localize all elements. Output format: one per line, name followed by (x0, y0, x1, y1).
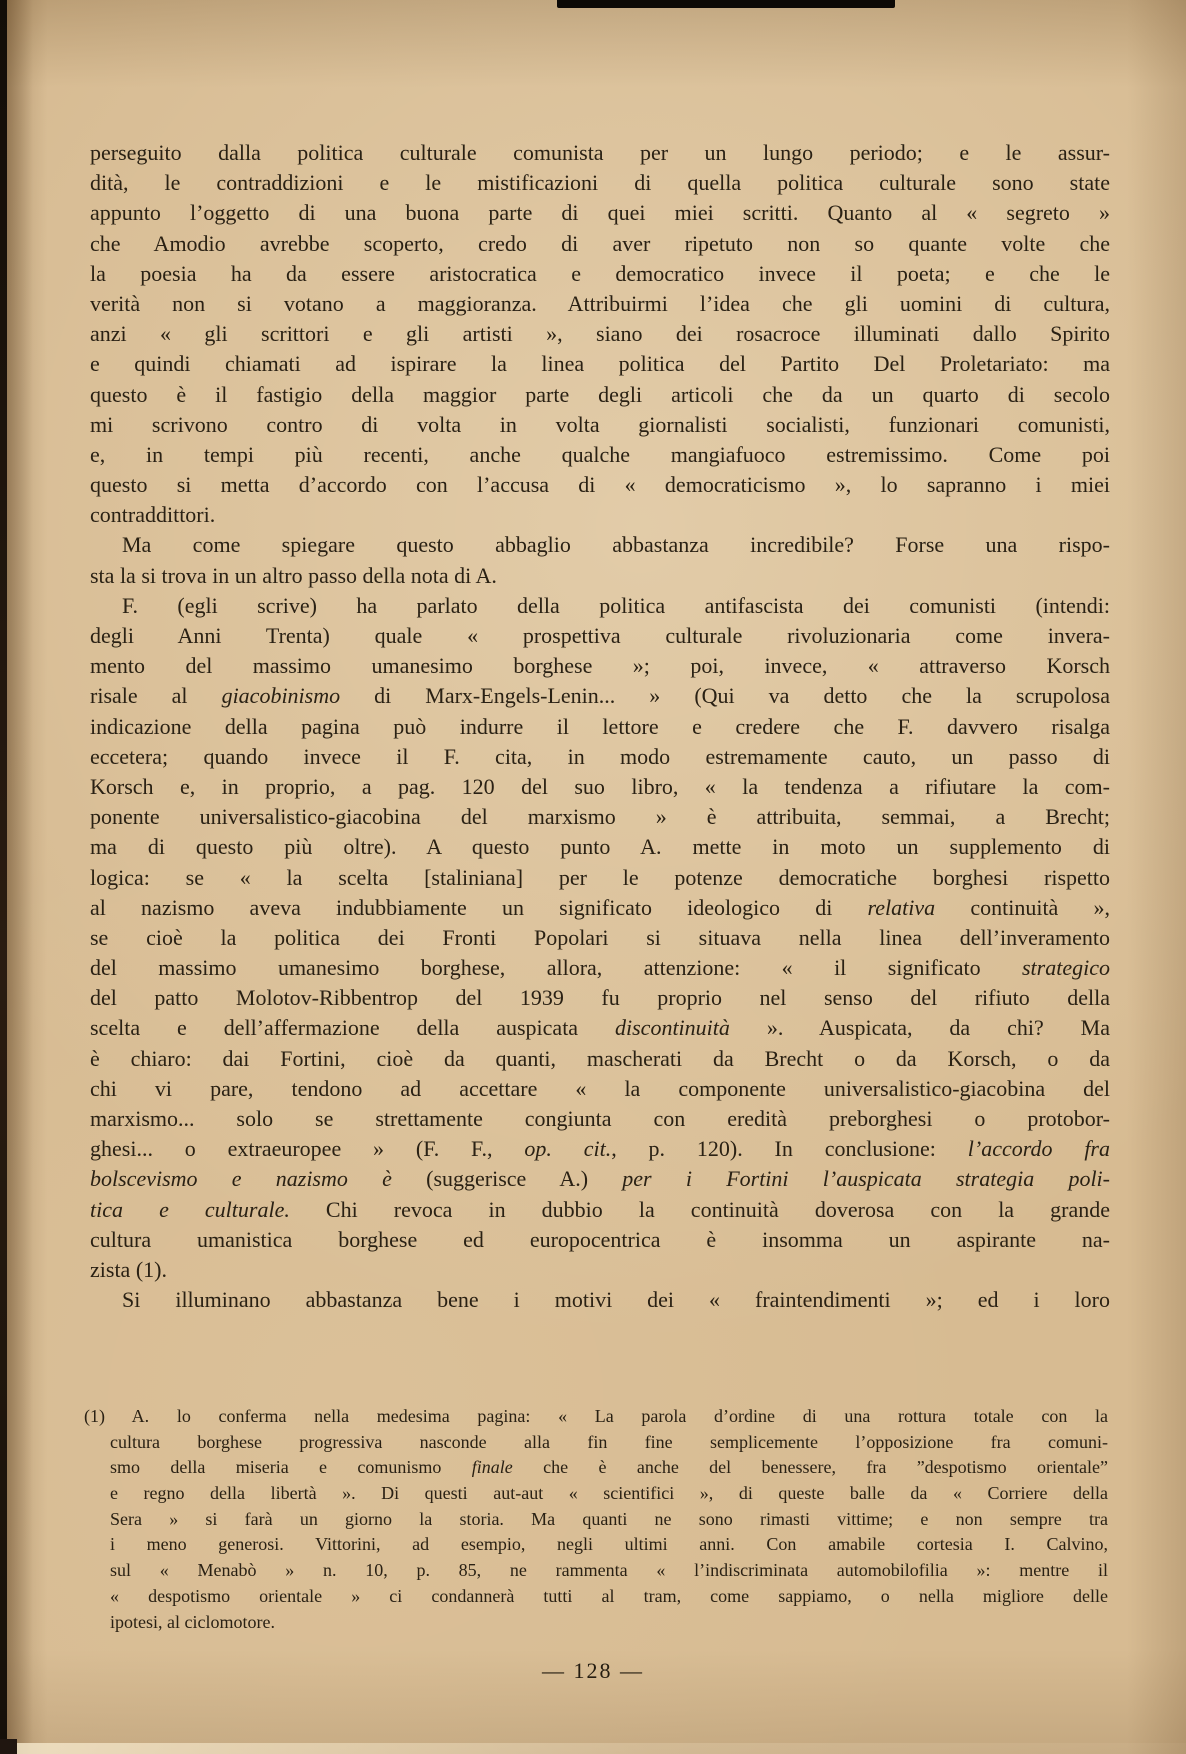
text-line (90, 681, 1110, 711)
text-run: mento del massimo umanesimo borghese »; poi, invece, « attraverso Korsch (90, 653, 1110, 679)
text-line (90, 229, 1110, 259)
text-run: ». Auspicata, da chi? Ma (729, 1015, 1110, 1041)
text-line (90, 349, 1110, 379)
text-line (90, 530, 1110, 560)
page-number: — 128 — (542, 1658, 644, 1683)
text-line (90, 289, 1110, 319)
text-line (90, 500, 1110, 530)
text-line (90, 983, 1110, 1013)
italic-run: giacobinismo (221, 683, 341, 709)
text-line (90, 1285, 1110, 1315)
text-line (90, 410, 1110, 440)
text-line (90, 923, 1110, 953)
text-line (90, 1013, 1110, 1043)
text-run: sta la si trova in un altro passo della nota di A. (90, 562, 497, 588)
text-run: e quindi chiamati ad ispirare la linea politica del Partito Del Proletariato: ma (90, 351, 1110, 377)
text-run: al nazismo aveva indubbiamente un significato ideologico di (90, 894, 868, 920)
italic-run: tica e culturale. (90, 1196, 290, 1222)
text-run: eccetera; quando invece il F. cita, in modo estremamente cauto, un passo di (90, 743, 1110, 769)
text-line (90, 319, 1110, 349)
text-line (90, 772, 1110, 802)
text-run: dità, le contraddizioni e le mistificazioni di quella politica culturale sono state (90, 170, 1110, 196)
paragraph (90, 530, 1110, 590)
text-line (110, 1532, 1108, 1558)
text-run: , p. 120). In conclusione: (611, 1136, 968, 1162)
text-run: degli Anni Trenta) quale « prospettiva culturale rivoluzionaria come invera- (90, 623, 1110, 648)
text-run: Ma come spiegare questo abbaglio abbastanza incredibile? Forse una rispo- (122, 532, 1110, 558)
text-run: « despotismo orientale » ci condannerà tutti al tram, come sappiamo, o nella migliore delle (110, 1585, 1108, 1606)
text-line (110, 1610, 1108, 1636)
text-line (90, 470, 1110, 500)
text-line (84, 1404, 1108, 1430)
text-line (90, 832, 1110, 862)
text-run: logica: se « la scelta [staliniana] per le potenze democratiche borghesi rispetto (90, 864, 1110, 890)
italic-run: finale (471, 1457, 513, 1478)
text-line (110, 1584, 1108, 1610)
text-line (90, 1255, 1110, 1285)
text-line (90, 742, 1110, 772)
italic-run: discontinuità (615, 1015, 730, 1041)
scan-top-bar (557, 0, 895, 8)
paragraph (90, 138, 1110, 530)
text-run: zista (1). (90, 1256, 167, 1282)
text-line (90, 440, 1110, 470)
italic-run: strategico (1022, 955, 1110, 981)
text-run: Chi revoca in dubbio la continuità doverosa con la grande (289, 1196, 1110, 1222)
text-run: smo della miseria e comunismo (110, 1457, 472, 1478)
text-run: scelta e dell’affermazione della auspicata (90, 1015, 615, 1041)
paragraph (90, 1285, 1110, 1315)
text-run: ipotesi, al ciclomotore. (110, 1611, 275, 1632)
text-run: di Marx-Engels-Lenin... » (Qui va detto che la scrupolosa (340, 683, 1110, 709)
footnote (84, 1404, 1108, 1635)
text-run: se cioè la politica dei Fronti Popolari si situava nella linea dell’inveramento (90, 924, 1110, 950)
text-run: e, in tempi più recenti, anche qualche mangiafuoco estremissimo. Come poi (90, 441, 1110, 467)
text-line (90, 168, 1110, 198)
text-line (110, 1558, 1108, 1584)
text-line (90, 1044, 1110, 1074)
text-run: mi scrivono contro di volta in volta giornalisti socialisti, funzionari comunisti, (90, 411, 1110, 437)
text-run: la poesia ha da essere aristocratica e democratico invece il poeta; e che le (90, 260, 1110, 286)
text-line (110, 1455, 1108, 1481)
text-run: sul « Menabò » n. 10, p. 85, ne rammenta « l’indiscriminata automobilofilia »: mentre il (110, 1560, 1108, 1581)
text-line (90, 561, 1110, 591)
text-line (90, 802, 1110, 832)
text-line (90, 712, 1110, 742)
paragraph (90, 591, 1110, 1285)
text-line (90, 1164, 1110, 1194)
scan-left-edge-shadow (7, 0, 33, 1754)
text-run: è chiaro: dai Fortini, cioè da quanti, mascherati da Brecht o da Korsch, o da (90, 1045, 1110, 1071)
text-run: indicazione della pagina può indurre il lettore e credere che F. davvero risalga (90, 713, 1110, 739)
text-line (90, 380, 1110, 410)
italic-run: op. cit. (524, 1136, 612, 1162)
italic-run: l’accordo fra (967, 1136, 1110, 1162)
text-run: Si illuminano abbastanza bene i motivi dei « fraintendimenti »; ed i loro (122, 1287, 1110, 1313)
text-run: Sera » si farà un giorno la storia. Ma quanti ne sono rimasti vittime; e non sempre tra (110, 1508, 1108, 1529)
scan-bottom-edge (0, 1743, 1186, 1754)
body-text (90, 138, 1110, 1315)
text-line (90, 1134, 1110, 1164)
text-run: marxismo... solo se strettamente congiunta con eredità preborghesi o protobor- (90, 1106, 1110, 1131)
text-run: perseguito dalla politica culturale comunista per un lungo periodo; e le assur- (90, 140, 1110, 165)
text-line (90, 1074, 1110, 1104)
text-line (110, 1430, 1108, 1456)
text-line (90, 1195, 1110, 1225)
text-run: ghesi... o extraeuropee » (F. F., (90, 1136, 525, 1162)
text-run: cultura umanistica borghese ed europocentrica è insomma un aspirante na- (90, 1226, 1110, 1252)
text-run: del patto Molotov-Ribbentrop del 1939 fu proprio nel senso del rifiuto della (90, 985, 1110, 1011)
text-run: continuità », (935, 894, 1110, 920)
text-run: F. (egli scrive) ha parlato della politica antifascista dei comunisti (intendi: (122, 592, 1110, 618)
text-line (90, 893, 1110, 923)
text-run: contraddittori. (90, 502, 216, 528)
text-run: ma di questo più oltre). A questo punto A. mette in moto un supplemento di (90, 834, 1110, 860)
text-run: i meno generosi. Vittorini, ad esempio, negli ultimi anni. Con amabile cortesia I. Calvino, (110, 1534, 1108, 1555)
text-run: che è anche del benessere, fra ”despotismo orientale” (512, 1457, 1109, 1478)
text-run: ponente universalistico-giacobina del marxismo » è attribuita, semmai, a Brecht; (90, 804, 1110, 830)
text-run: anzi « gli scrittori e gli artisti », siano dei rosacroce illuminati dallo Spirito (90, 321, 1110, 347)
text-run: risale al (90, 683, 222, 709)
text-run: appunto l’oggetto di una buona parte di quei miei scritti. Quanto al « segreto » (90, 200, 1110, 226)
text-run: (1) A. lo conferma nella medesima pagina: « La parola d’ordine di una rottura totale con la (84, 1406, 1108, 1426)
text-run: (suggerisce A.) (391, 1166, 623, 1192)
text-run: Korsch e, in proprio, a pag. 120 del suo libro, « la tendenza a rifiutare la com- (90, 773, 1110, 799)
text-line (90, 138, 1110, 168)
text-line (90, 259, 1110, 289)
italic-run: bolscevismo e nazismo è (90, 1166, 392, 1192)
text-line (90, 863, 1110, 893)
italic-run: relativa (867, 894, 936, 920)
text-run: e regno della libertà ». Di questi aut-aut « scientifici », di queste balle da « Corriere della (110, 1483, 1108, 1504)
text-line (90, 1225, 1110, 1255)
text-run: cultura borghese progressiva nasconde alla fin fine semplicemente l’opposizione fra comuni- (110, 1431, 1108, 1452)
text-run: che Amodio avrebbe scoperto, credo di aver ripetuto non so quante volte che (90, 230, 1110, 256)
italic-run: per i Fortini l’auspicata strategia poli- (622, 1166, 1110, 1192)
text-line (90, 1104, 1110, 1134)
text-line (110, 1481, 1108, 1507)
text-line (90, 621, 1110, 651)
text-line (90, 591, 1110, 621)
text-line (110, 1507, 1108, 1533)
scan-bottom-corner (0, 1739, 17, 1754)
text-run: chi vi pare, tendono ad accettare « la componente universalistico-giacobina del (90, 1075, 1110, 1101)
text-line (90, 198, 1110, 228)
text-line (90, 953, 1110, 983)
text-run: verità non si votano a maggioranza. Attribuirmi l’idea che gli uomini di cultura, (90, 290, 1110, 316)
text-run: questo si metta d’accordo con l’accusa di « democraticismo », lo sapranno i miei (90, 472, 1110, 498)
scan-left-edge (0, 0, 7, 1754)
text-run: del massimo umanesimo borghese, allora, attenzione: « il significato (90, 955, 1022, 981)
text-line (90, 651, 1110, 681)
text-run: questo è il fastigio della maggior parte degli articoli che da un quarto di secolo (90, 381, 1110, 407)
